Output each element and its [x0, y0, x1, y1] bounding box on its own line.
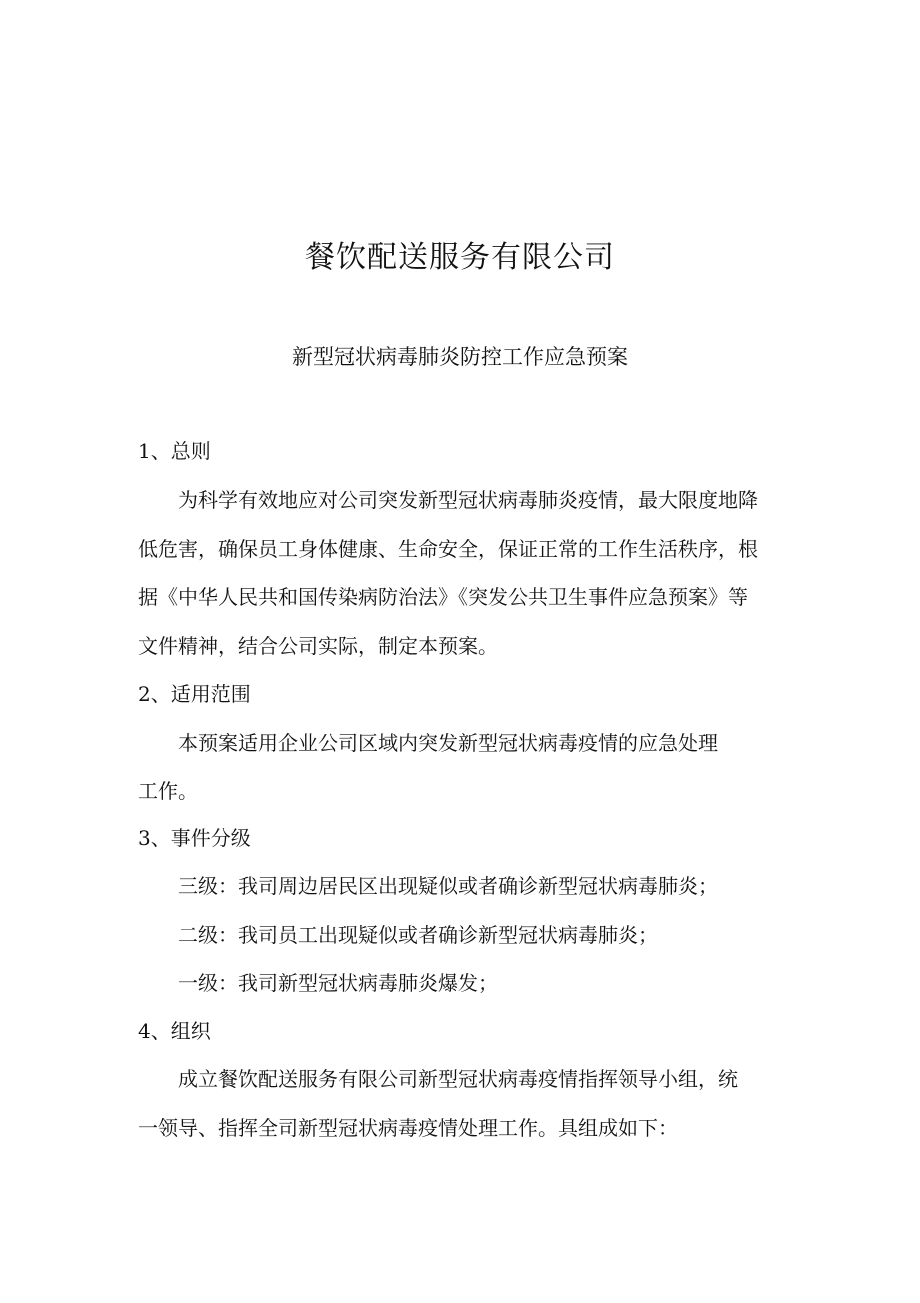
paragraph-line: 据《中华人民共和国传染病防治法》《突发公共卫生事件应急预案》等: [138, 585, 748, 609]
paragraph-line: 低危害，确保员工身体健康、生命安全，保证正常的工作生活秩序，根: [138, 537, 758, 561]
paragraph-line: 一领导、指挥全司新型冠状病毒疫情处理工作。具组成如下：: [138, 1116, 678, 1140]
section-heading-scope: 2、适用范围: [138, 682, 251, 706]
paragraph-line: 工作。: [138, 779, 198, 803]
level-three-item: 三级：我司周边居民区出现疑似或者确诊新型冠状病毒肺炎；: [178, 874, 718, 898]
paragraph-line: 本预案适用企业公司区域内突发新型冠状病毒疫情的应急处理: [178, 731, 718, 755]
level-two-item: 二级：我司员工出现疑似或者确诊新型冠状病毒肺炎；: [178, 923, 658, 947]
company-title: 餐饮配送服务有限公司: [305, 240, 615, 275]
section-heading-organization: 4、组织: [138, 1019, 211, 1043]
paragraph-line: 成立餐饮配送服务有限公司新型冠状病毒疫情指挥领导小组，统: [178, 1067, 738, 1091]
section-heading-levels: 3、事件分级: [138, 826, 251, 850]
level-one-item: 一级：我司新型冠状病毒肺炎爆发；: [178, 971, 498, 995]
section-heading-general: 1、总则: [138, 439, 211, 463]
paragraph-line: 为科学有效地应对公司突发新型冠状病毒肺炎疫情，最大限度地降: [178, 488, 758, 512]
plan-title: 新型冠状病毒肺炎防控工作应急预案: [292, 345, 628, 369]
paragraph-line: 文件精神，结合公司实际，制定本预案。: [138, 634, 498, 658]
